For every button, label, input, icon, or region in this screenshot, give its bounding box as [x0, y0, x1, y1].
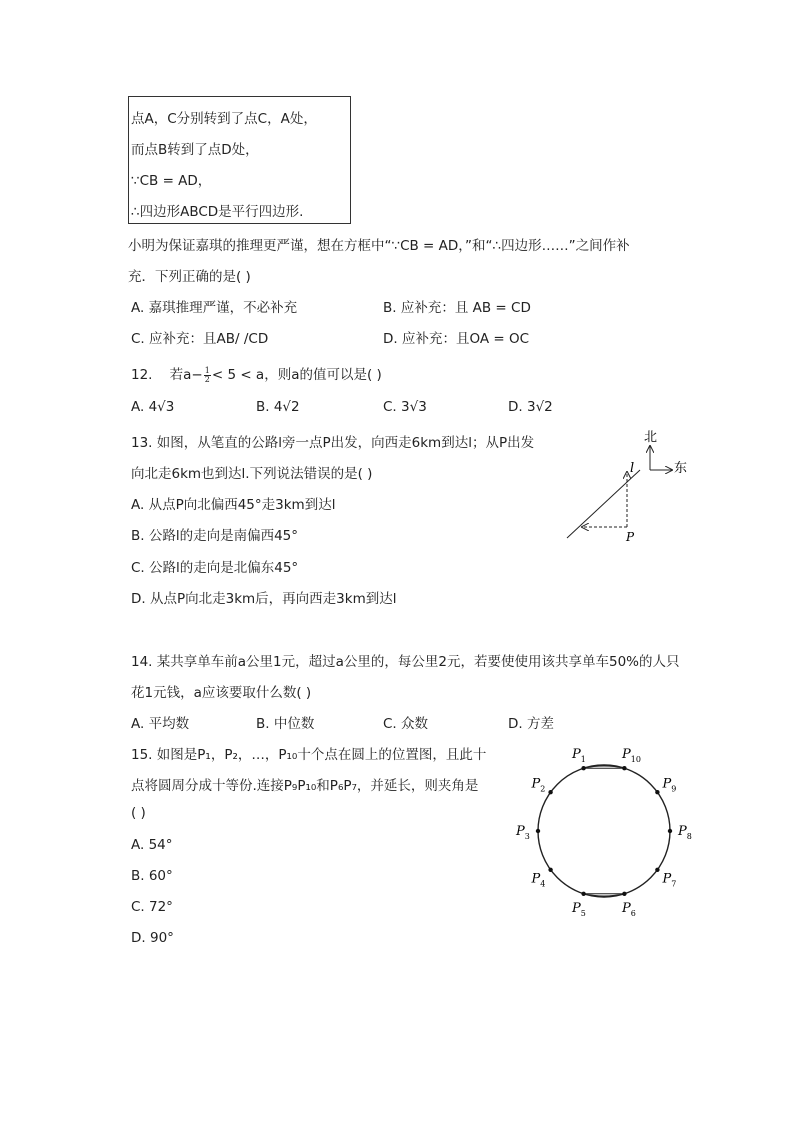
- q13-stem-line2: 向北走6km也到达l.下列说法错误的是( ): [131, 466, 373, 482]
- q15-option-c[interactable]: C. 72°: [131, 899, 173, 915]
- q14-option-c[interactable]: C. 众数: [383, 716, 429, 732]
- q15-stem-line2: 点将圆周分成十等份.连接P₉P₁₀和P₆P₇，并延长，则夹角是: [131, 778, 479, 794]
- box-line-2: 而点B转到了点D处，: [131, 142, 259, 158]
- q11-option-b[interactable]: B. 应补充：且 AB = CD: [383, 300, 531, 316]
- q13-figure: [560, 425, 700, 550]
- q11-option-c[interactable]: C. 应补充：且AB/ /CD: [131, 331, 269, 347]
- q12-stem-post: < 5 < a，则a的值可以是( ): [211, 367, 382, 383]
- q15-stem-line3: ( ): [131, 805, 146, 821]
- circle-point-6: [622, 892, 626, 896]
- circle-point-1: [581, 766, 585, 770]
- q12-stem-pre: 若a−: [169, 367, 203, 383]
- circle-point-9: [655, 790, 659, 794]
- q14-stem-line1: 14. 某共享单车前a公里1元，超过a公里的，每公里2元，若要使使用该共享单车50%的人只: [131, 654, 680, 670]
- circle-point-label-3: $P_3$: [516, 824, 530, 841]
- q15-circle-figure: [505, 735, 705, 925]
- circle-point-2: [548, 790, 552, 794]
- q11-stem-line1: 小明为保证嘉琪的推理更严谨，想在方框中“∵CB = AD，”和“∴四边形……”之间作补: [128, 238, 630, 254]
- circle-point-7: [655, 868, 659, 872]
- q12-fraction: [204, 367, 211, 384]
- circle-point-8: [668, 829, 672, 833]
- q15-option-b[interactable]: B. 60°: [131, 868, 173, 884]
- circle-point-label-4: $P_4$: [531, 871, 546, 889]
- box-line-3: ∵CB = AD，: [131, 173, 212, 189]
- q14-stem-line2: 花1元钱，a应该要取什么数( ): [131, 685, 312, 701]
- circle-point-4: [548, 868, 552, 872]
- q12-stem: [131, 363, 382, 384]
- q12-number: 12.: [131, 367, 153, 383]
- q14-option-a[interactable]: A. 平均数: [131, 716, 190, 732]
- reasoning-box: [128, 96, 351, 224]
- circle-point-label-2: $P_2$: [531, 776, 546, 794]
- road-line-l: [567, 470, 640, 538]
- q13-option-d[interactable]: D. 从点P向北走3km后，再向西走3km到达l: [131, 591, 397, 607]
- circle-point-label-5: $P_5$: [571, 901, 586, 919]
- circle-point-label-6: $P_6$: [622, 901, 636, 919]
- north-label: 北: [644, 430, 658, 445]
- circle-point-10: [622, 766, 626, 770]
- circle-point-label-10: $P_{10}$: [622, 746, 641, 764]
- circle-point-label-1: $P_1$: [571, 746, 586, 764]
- q13-option-b[interactable]: B. 公路l的走向是南偏西45°: [131, 528, 299, 544]
- circle-point-5: [581, 892, 585, 896]
- q13-option-c[interactable]: C. 公路l的走向是北偏东45°: [131, 560, 299, 576]
- q15-stem-line1: 15. 如图是P₁，P₂，…，P₁₀十个点在圆上的位置图，且此十: [131, 747, 487, 763]
- q12-fraction-denominator: 2: [204, 374, 210, 384]
- road-label-l: l: [630, 461, 635, 476]
- box-line-1: 点A，C分别转到了点C，A处，: [131, 111, 317, 127]
- q15-option-d[interactable]: D. 90°: [131, 930, 174, 946]
- q12-fraction-numerator: 1: [204, 365, 210, 375]
- circle-point-label-7: $P_7$: [662, 871, 677, 889]
- q14-option-d[interactable]: D. 方差: [508, 716, 554, 732]
- q12-option-b[interactable]: B. 4√2: [256, 399, 300, 415]
- q12-option-c[interactable]: C. 3√3: [383, 399, 427, 415]
- circle-outline: [538, 765, 670, 897]
- east-label: 东: [674, 461, 688, 476]
- box-line-4: ∴四边形ABCD是平行四边形.: [131, 204, 304, 220]
- circle-point-label-8: $P_8$: [678, 824, 692, 841]
- q12-option-a[interactable]: A. 4√3: [131, 399, 175, 415]
- q14-option-b[interactable]: B. 中位数: [256, 716, 315, 732]
- q11-stem-line2: 充．下列正确的是( ): [128, 269, 251, 285]
- circle-point-3: [536, 829, 540, 833]
- q11-option-d[interactable]: D. 应补充：且OA = OC: [383, 331, 530, 347]
- q15-option-a[interactable]: A. 54°: [131, 837, 173, 853]
- point-label-p: P: [626, 530, 635, 544]
- q12-option-d[interactable]: D. 3√2: [508, 399, 553, 415]
- circle-point-label-9: $P_9$: [662, 776, 677, 794]
- q13-option-a[interactable]: A. 从点P向北偏西45°走3km到达l: [131, 497, 336, 513]
- q13-stem-line1: 13. 如图，从笔直的公路l旁一点P出发，向西走6km到达l；从P出发: [131, 435, 535, 451]
- q11-option-a[interactable]: A. 嘉琪推理严谨，不必补充: [131, 300, 298, 316]
